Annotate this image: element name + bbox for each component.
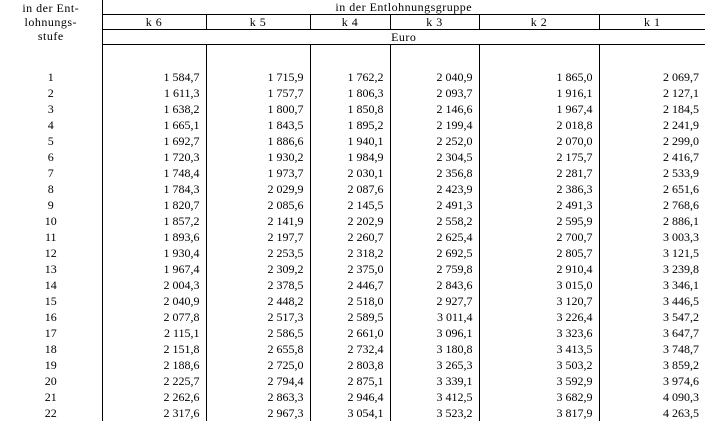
value-cell: 1 857,2 bbox=[102, 213, 206, 229]
value-cell: 2 141,9 bbox=[206, 213, 310, 229]
group-header-k3: k 3 bbox=[390, 15, 479, 30]
value-cell: 2 863,3 bbox=[206, 389, 310, 405]
table-row bbox=[0, 213, 705, 229]
table-row bbox=[0, 85, 705, 101]
value-cell: 3 226,4 bbox=[479, 309, 599, 325]
value-cell: 2 533,9 bbox=[599, 165, 705, 181]
stufe-cell: 16 bbox=[44, 310, 57, 324]
table-row bbox=[0, 117, 705, 133]
value-cell: 3 446,5 bbox=[599, 293, 705, 309]
value-cell: 2 886,1 bbox=[599, 213, 705, 229]
value-cell: 2 077,8 bbox=[102, 309, 206, 325]
table-row bbox=[0, 325, 705, 341]
group-header-k1: k 1 bbox=[599, 15, 705, 30]
group-header-k5: k 5 bbox=[206, 15, 310, 30]
stufe-cell: 5 bbox=[47, 134, 54, 148]
stufe-cell: 22 bbox=[44, 406, 57, 420]
stufe-cell: 6 bbox=[47, 150, 54, 164]
value-cell: 3 339,1 bbox=[390, 373, 479, 389]
value-cell: 3 592,9 bbox=[479, 373, 599, 389]
value-cell: 3 412,5 bbox=[390, 389, 479, 405]
value-cell: 2 197,7 bbox=[206, 229, 310, 245]
value-cell: 2 004,3 bbox=[102, 277, 206, 293]
value-cell: 2 759,8 bbox=[390, 261, 479, 277]
value-cell: 3 547,2 bbox=[599, 309, 705, 325]
value-cell: 1 611,3 bbox=[102, 85, 206, 101]
value-cell: 2 069,7 bbox=[599, 69, 705, 85]
value-cell: 1 692,7 bbox=[102, 133, 206, 149]
table-row bbox=[0, 149, 705, 165]
value-cell: 2 085,6 bbox=[206, 197, 310, 213]
stufe-cell: 20 bbox=[44, 374, 57, 388]
value-cell: 2 202,9 bbox=[310, 213, 390, 229]
value-cell: 1 757,7 bbox=[206, 85, 310, 101]
value-cell: 1 984,9 bbox=[310, 149, 390, 165]
value-cell: 3 413,5 bbox=[479, 341, 599, 357]
value-cell: 3 239,8 bbox=[599, 261, 705, 277]
stufe-cell: 2 bbox=[47, 86, 54, 100]
value-cell: 2 491,3 bbox=[390, 197, 479, 213]
value-cell: 2 199,4 bbox=[390, 117, 479, 133]
value-cell: 2 967,3 bbox=[206, 405, 310, 421]
stufe-cell: 14 bbox=[44, 278, 57, 292]
value-cell: 4 090,3 bbox=[599, 389, 705, 405]
value-cell: 2 281,7 bbox=[479, 165, 599, 181]
value-cell: 2 299,0 bbox=[599, 133, 705, 149]
value-cell: 2 794,4 bbox=[206, 373, 310, 389]
value-cell: 3 180,8 bbox=[390, 341, 479, 357]
group-header-k6: k 6 bbox=[102, 15, 206, 30]
value-cell: 2 586,5 bbox=[206, 325, 310, 341]
group-row bbox=[0, 15, 705, 30]
value-cell: 2 803,8 bbox=[310, 357, 390, 373]
value-cell: 2 491,3 bbox=[479, 197, 599, 213]
stufe-cell: 19 bbox=[44, 358, 57, 372]
table-row bbox=[0, 69, 705, 85]
value-cell: 2 356,8 bbox=[390, 165, 479, 181]
value-cell: 1 748,4 bbox=[102, 165, 206, 181]
value-cell: 1 967,4 bbox=[102, 261, 206, 277]
value-cell: 3 682,9 bbox=[479, 389, 599, 405]
table-row bbox=[0, 389, 705, 405]
table-row bbox=[0, 309, 705, 325]
stufe-cell: 18 bbox=[44, 342, 57, 356]
value-cell: 1 865,0 bbox=[479, 69, 599, 85]
stufe-cell: 1 bbox=[47, 70, 54, 84]
table-row bbox=[0, 181, 705, 197]
value-cell: 3 974,6 bbox=[599, 373, 705, 389]
value-cell: 2 184,5 bbox=[599, 101, 705, 117]
value-cell: 2 589,5 bbox=[310, 309, 390, 325]
value-cell: 2 260,7 bbox=[310, 229, 390, 245]
value-cell: 2 725,0 bbox=[206, 357, 310, 373]
value-cell: 2 625,4 bbox=[390, 229, 479, 245]
value-cell: 2 317,6 bbox=[102, 405, 206, 421]
value-cell: 2 087,6 bbox=[310, 181, 390, 197]
value-cell: 1 800,7 bbox=[206, 101, 310, 117]
value-cell: 2 595,9 bbox=[479, 213, 599, 229]
value-cell: 2 558,2 bbox=[390, 213, 479, 229]
group-header-k4: k 4 bbox=[310, 15, 390, 30]
value-cell: 2 309,2 bbox=[206, 261, 310, 277]
value-cell: 1 973,7 bbox=[206, 165, 310, 181]
group-title: in der Entlohnungsgruppe bbox=[102, 0, 705, 15]
value-cell: 2 448,2 bbox=[206, 293, 310, 309]
value-cell: 1 762,2 bbox=[310, 69, 390, 85]
group-header-k2: k 2 bbox=[479, 15, 599, 30]
value-cell: 2 241,9 bbox=[599, 117, 705, 133]
table-row bbox=[0, 229, 705, 245]
value-cell: 1 930,4 bbox=[102, 245, 206, 261]
table-row bbox=[0, 133, 705, 149]
table-row bbox=[0, 405, 705, 421]
value-cell: 3 265,3 bbox=[390, 357, 479, 373]
value-cell: 2 910,4 bbox=[479, 261, 599, 277]
stufe-cell: 7 bbox=[47, 166, 54, 180]
value-cell: 2 517,3 bbox=[206, 309, 310, 325]
value-cell: 2 040,9 bbox=[102, 293, 206, 309]
value-cell: 2 655,8 bbox=[206, 341, 310, 357]
value-cell: 1 886,6 bbox=[206, 133, 310, 149]
value-cell: 3 003,3 bbox=[599, 229, 705, 245]
value-cell: 2 805,7 bbox=[479, 245, 599, 261]
value-cell: 3 011,4 bbox=[390, 309, 479, 325]
value-cell: 2 375,0 bbox=[310, 261, 390, 277]
value-cell: 2 318,2 bbox=[310, 245, 390, 261]
value-cell: 2 700,7 bbox=[479, 229, 599, 245]
value-cell: 2 253,5 bbox=[206, 245, 310, 261]
value-cell: 3 859,2 bbox=[599, 357, 705, 373]
table-row bbox=[0, 357, 705, 373]
value-cell: 1 784,3 bbox=[102, 181, 206, 197]
value-cell: 2 946,4 bbox=[310, 389, 390, 405]
value-cell: 3 346,1 bbox=[599, 277, 705, 293]
value-cell: 2 768,6 bbox=[599, 197, 705, 213]
value-cell: 2 875,1 bbox=[310, 373, 390, 389]
stufe-cell: 13 bbox=[44, 262, 57, 276]
value-cell: 2 927,7 bbox=[390, 293, 479, 309]
table-row bbox=[0, 101, 705, 117]
value-cell: 2 029,9 bbox=[206, 181, 310, 197]
stub-header bbox=[0, 0, 102, 45]
value-cell: 1 715,9 bbox=[206, 69, 310, 85]
value-cell: 3 748,7 bbox=[599, 341, 705, 357]
value-cell: 2 151,8 bbox=[102, 341, 206, 357]
value-cell: 1 940,1 bbox=[310, 133, 390, 149]
value-cell: 3 120,7 bbox=[479, 293, 599, 309]
value-cell: 1 850,8 bbox=[310, 101, 390, 117]
table-row bbox=[0, 293, 705, 309]
spacer-row bbox=[0, 45, 705, 70]
value-cell: 2 661,0 bbox=[310, 325, 390, 341]
value-cell: 1 806,3 bbox=[310, 85, 390, 101]
value-cell: 3 015,0 bbox=[479, 277, 599, 293]
stufe-cell: 3 bbox=[47, 102, 54, 116]
value-cell: 2 386,3 bbox=[479, 181, 599, 197]
value-cell: 2 423,9 bbox=[390, 181, 479, 197]
value-cell: 3 054,1 bbox=[310, 405, 390, 421]
table-row bbox=[0, 341, 705, 357]
value-cell: 1 665,1 bbox=[102, 117, 206, 133]
value-cell: 1 720,3 bbox=[102, 149, 206, 165]
value-cell: 2 018,8 bbox=[479, 117, 599, 133]
value-cell: 2 304,5 bbox=[390, 149, 479, 165]
value-cell: 2 030,1 bbox=[310, 165, 390, 181]
value-cell: 2 651,6 bbox=[599, 181, 705, 197]
stufe-cell: 8 bbox=[47, 182, 54, 196]
value-cell: 2 416,7 bbox=[599, 149, 705, 165]
value-cell: 2 040,9 bbox=[390, 69, 479, 85]
unit-label: Euro bbox=[102, 30, 705, 45]
value-cell: 2 378,5 bbox=[206, 277, 310, 293]
value-cell: 2 843,6 bbox=[390, 277, 479, 293]
value-cell: 2 146,6 bbox=[390, 101, 479, 117]
value-cell: 3 523,2 bbox=[390, 405, 479, 421]
value-cell: 2 518,0 bbox=[310, 293, 390, 309]
stufe-cell: 21 bbox=[44, 390, 57, 404]
value-cell: 1 638,2 bbox=[102, 101, 206, 117]
value-cell: 3 647,7 bbox=[599, 325, 705, 341]
stufe-cell: 11 bbox=[44, 230, 57, 244]
stufe-cell: 17 bbox=[44, 326, 57, 340]
value-cell: 2 225,7 bbox=[102, 373, 206, 389]
value-cell: 3 503,2 bbox=[479, 357, 599, 373]
value-cell: 3 323,6 bbox=[479, 325, 599, 341]
value-cell: 3 096,1 bbox=[390, 325, 479, 341]
stufe-cell: 9 bbox=[47, 198, 54, 212]
value-cell: 2 093,7 bbox=[390, 85, 479, 101]
value-cell: 2 446,7 bbox=[310, 277, 390, 293]
table-row bbox=[0, 261, 705, 277]
value-cell: 3 121,5 bbox=[599, 245, 705, 261]
value-cell: 2 175,7 bbox=[479, 149, 599, 165]
stufe-cell: 15 bbox=[44, 294, 57, 308]
table-body bbox=[0, 45, 705, 422]
value-cell: 1 967,4 bbox=[479, 101, 599, 117]
value-cell: 1 843,5 bbox=[206, 117, 310, 133]
value-cell: 1 916,1 bbox=[479, 85, 599, 101]
value-cell: 1 895,2 bbox=[310, 117, 390, 133]
value-cell: 1 584,7 bbox=[102, 69, 206, 85]
value-cell: 2 262,6 bbox=[102, 389, 206, 405]
value-cell: 2 070,0 bbox=[479, 133, 599, 149]
value-cell: 1 893,6 bbox=[102, 229, 206, 245]
stufe-cell: 10 bbox=[44, 214, 57, 228]
value-cell: 2 188,6 bbox=[102, 357, 206, 373]
value-cell: 2 732,4 bbox=[310, 341, 390, 357]
value-cell: 2 145,5 bbox=[310, 197, 390, 213]
stufe-cell: 4 bbox=[47, 118, 54, 132]
table-header bbox=[0, 0, 705, 45]
value-cell: 2 127,1 bbox=[599, 85, 705, 101]
table-row bbox=[0, 197, 705, 213]
value-cell: 2 692,5 bbox=[390, 245, 479, 261]
table-row bbox=[0, 165, 705, 181]
stufe-cell: 12 bbox=[44, 246, 57, 260]
value-cell: 3 817,9 bbox=[479, 405, 599, 421]
table-row bbox=[0, 277, 705, 293]
table-row bbox=[0, 245, 705, 261]
table-row bbox=[0, 373, 705, 389]
value-cell: 4 263,5 bbox=[599, 405, 705, 421]
value-cell: 1 820,7 bbox=[102, 197, 206, 213]
value-cell: 2 252,0 bbox=[390, 133, 479, 149]
value-cell: 1 930,2 bbox=[206, 149, 310, 165]
value-cell: 2 115,1 bbox=[102, 325, 206, 341]
stub-label: in der Ent- lohnungs- stufe bbox=[22, 1, 80, 43]
